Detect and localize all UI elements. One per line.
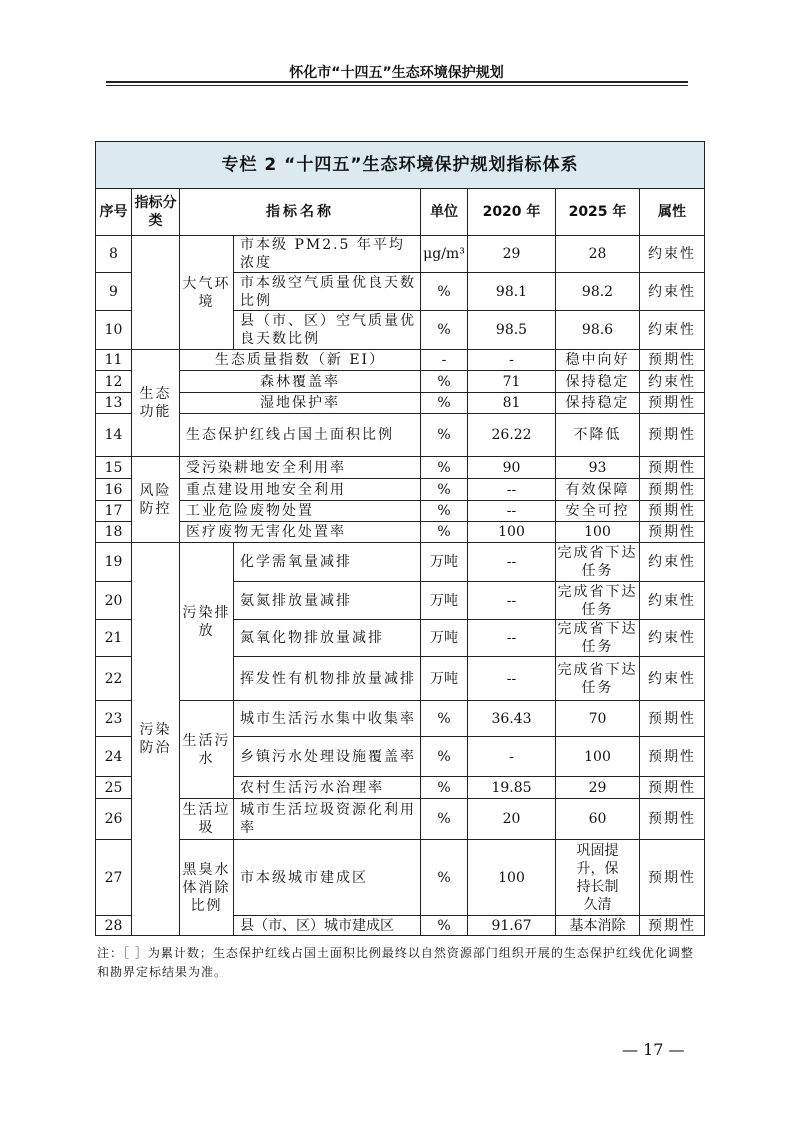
header-rule (106, 81, 688, 83)
row-seq: 21 (96, 620, 132, 657)
indicator-name: 城市生活垃圾资源化利用率 (234, 799, 421, 840)
unit: % (421, 479, 468, 501)
col-header-seq: 序号 (96, 189, 132, 236)
indicator-name: 县（市、区）空气质量优良天数比例 (234, 311, 421, 350)
col-header-unit: 单位 (421, 189, 468, 236)
subcategory-garbage: 生活垃圾 (180, 799, 234, 840)
indicator-name: 医疗废物无害化处置率 (180, 522, 421, 543)
indicator-name: 城市生活污水集中收集率 (234, 701, 421, 737)
indicator-name: 重点建设用地安全利用 (180, 479, 421, 501)
value-2020: -- (468, 479, 556, 501)
page-number: — 17 — (622, 1040, 685, 1059)
unit: % (421, 522, 468, 543)
unit: % (421, 799, 468, 840)
subcategory-blackwater: 黑臭水体消除比例 (180, 840, 234, 936)
value-2025: 28 (556, 236, 640, 273)
value-2025: 100 (556, 737, 640, 777)
unit: % (421, 840, 468, 916)
indicator-name: 市本级城市建成区 (234, 840, 421, 916)
indicator-name: 乡镇污水处理设施覆盖率 (234, 737, 421, 777)
indicator-name: 生态质量指数（新 EI） (180, 350, 421, 371)
col-header-2025: 2025 年 (556, 189, 640, 236)
attribute: 预期性 (640, 501, 705, 522)
unit: 万吨 (421, 543, 468, 582)
indicator-name: 氨氮排放量减排 (234, 582, 421, 620)
row-seq: 17 (96, 501, 132, 522)
unit: % (421, 414, 468, 457)
unit: % (421, 501, 468, 522)
col-header-category: 指标分类 (132, 189, 180, 236)
value-2020: - (468, 350, 556, 371)
value-2020: 90 (468, 457, 556, 479)
value-2020: - (468, 737, 556, 777)
unit: % (421, 777, 468, 799)
row-seq: 27 (96, 840, 132, 916)
unit: μg/m³ (421, 236, 468, 273)
row-seq: 12 (96, 371, 132, 393)
value-2025: 98.6 (556, 311, 640, 350)
attribute: 预期性 (640, 457, 705, 479)
attribute: 预期性 (640, 414, 705, 457)
indicator-name: 工业危险废物处置 (180, 501, 421, 522)
unit: 万吨 (421, 582, 468, 620)
value-2025: 安全可控 (556, 501, 640, 522)
table-title: 专栏 2 “十四五”生态环境保护规划指标体系 (96, 142, 705, 189)
table-footnote: 注：［ ］为累计数；生态保护红线占国土面积比例最终以自然资源部门组织开展的生态保护红线优化调整和勘界定标结果为准。 (97, 946, 694, 979)
indicator-table (95, 141, 705, 936)
category-cell-empty (132, 236, 180, 350)
unit: % (421, 273, 468, 311)
value-2020: 26.22 (468, 414, 556, 457)
attribute: 预期性 (640, 393, 705, 414)
attribute: 约束性 (640, 371, 705, 393)
attribute: 预期性 (640, 916, 705, 936)
col-header-2020: 2020 年 (468, 189, 556, 236)
row-seq: 23 (96, 701, 132, 737)
attribute: 预期性 (640, 350, 705, 371)
value-2020: 71 (468, 371, 556, 393)
running-header: 怀化市“十四五”生态环境保护规划 (289, 65, 504, 81)
attribute: 预期性 (640, 737, 705, 777)
unit: % (421, 701, 468, 737)
value-2020: -- (468, 582, 556, 620)
row-seq: 15 (96, 457, 132, 479)
value-2020: 36.43 (468, 701, 556, 737)
indicator-name: 湿地保护率 (180, 393, 421, 414)
indicator-name: 生态保护红线占国土面积比例 (180, 414, 421, 457)
unit: % (421, 311, 468, 350)
value-2025: 98.2 (556, 273, 640, 311)
attribute: 约束性 (640, 543, 705, 582)
unit: % (421, 457, 468, 479)
value-2020: 98.1 (468, 273, 556, 311)
attribute: 预期性 (640, 840, 705, 916)
value-2020: 19.85 (468, 777, 556, 799)
value-2020: -- (468, 620, 556, 657)
value-2025: 不降低 (556, 414, 640, 457)
value-2025: 93 (556, 457, 640, 479)
unit: - (421, 350, 468, 371)
indicator-name: 受污染耕地安全利用率 (180, 457, 421, 479)
col-header-name: 指标名称 (180, 189, 421, 236)
value-2025: 完成省下达任务 (556, 543, 640, 582)
value-2020: -- (468, 543, 556, 582)
value-2025: 完成省下达任务 (557, 583, 638, 618)
row-seq: 9 (96, 273, 132, 311)
attribute: 约束性 (640, 620, 705, 657)
value-2020: 91.67 (468, 916, 556, 936)
row-seq: 11 (96, 350, 132, 371)
subcategory-emission: 污染排放 (180, 543, 234, 701)
value-2025: 100 (556, 522, 640, 543)
subcategory-sewage: 生活污水 (180, 701, 234, 799)
indicator-name: 挥发性有机物排放量减排 (234, 657, 421, 701)
value-2020: 100 (468, 522, 556, 543)
indicator-name: 氮氧化物排放量减排 (234, 620, 421, 657)
attribute: 约束性 (640, 236, 705, 273)
attribute: 约束性 (640, 311, 705, 350)
attribute: 预期性 (640, 701, 705, 737)
value-2020: 98.5 (468, 311, 556, 350)
attribute: 约束性 (640, 657, 705, 701)
row-seq: 20 (96, 582, 132, 620)
value-2025: 巩固提升，保持长制久清 (556, 840, 640, 916)
row-seq: 14 (96, 414, 132, 457)
value-2020: -- (468, 657, 556, 701)
attribute: 预期性 (640, 799, 705, 840)
unit: % (421, 737, 468, 777)
value-2025: 基本消除 (556, 916, 640, 936)
indicator-name: 化学需氧量减排 (234, 543, 421, 582)
value-2020: 100 (468, 840, 556, 916)
col-header-attr: 属性 (640, 189, 705, 236)
unit: 万吨 (421, 620, 468, 657)
row-seq: 8 (96, 236, 132, 273)
row-seq: 24 (96, 737, 132, 777)
category-eco: 生态功能 (132, 350, 180, 457)
indicator-name: 市本级 PM2.5 年平均浓度 (234, 236, 421, 273)
header-rule-thin (106, 85, 688, 86)
indicator-name: 森林覆盖率 (180, 371, 421, 393)
attribute: 约束性 (640, 582, 705, 620)
unit: % (421, 371, 468, 393)
row-seq: 16 (96, 479, 132, 501)
unit: 万吨 (421, 657, 468, 701)
value-2025: 保持稳定 (556, 393, 640, 414)
row-seq: 25 (96, 777, 132, 799)
value-2020: 29 (468, 236, 556, 273)
value-2025: 有效保障 (556, 479, 640, 501)
value-2025: 60 (556, 799, 640, 840)
attribute: 预期性 (640, 479, 705, 501)
category-risk: 风险防控 (132, 457, 180, 543)
value-2025: 完成省下达任务 (556, 657, 640, 701)
subcategory-air: 大气环境 (180, 236, 234, 350)
attribute: 约束性 (640, 273, 705, 311)
value-2020: 81 (468, 393, 556, 414)
indicator-name: 农村生活污水治理率 (234, 777, 421, 799)
row-seq: 28 (96, 916, 132, 936)
value-2025: 稳中向好 (556, 350, 640, 371)
row-seq: 18 (96, 522, 132, 543)
category-pollution: 污染防治 (132, 543, 180, 936)
indicator-name: 县（市、区）城市建成区 (234, 916, 421, 936)
indicator-name: 市本级空气质量优良天数比例 (234, 273, 421, 311)
unit: % (421, 393, 468, 414)
unit: % (421, 916, 468, 936)
value-2025: 保持稳定 (556, 371, 640, 393)
value-2020: -- (468, 501, 556, 522)
attribute: 预期性 (640, 777, 705, 799)
row-seq: 26 (96, 799, 132, 840)
row-seq: 10 (96, 311, 132, 350)
value-2025: 70 (556, 701, 640, 737)
value-2025: 29 (556, 777, 640, 799)
row-seq: 19 (96, 543, 132, 582)
row-seq: 13 (96, 393, 132, 414)
value-2025: 完成省下达任务 (557, 621, 638, 655)
attribute: 预期性 (640, 522, 705, 543)
value-2020: 20 (468, 799, 556, 840)
row-seq: 22 (96, 657, 132, 701)
